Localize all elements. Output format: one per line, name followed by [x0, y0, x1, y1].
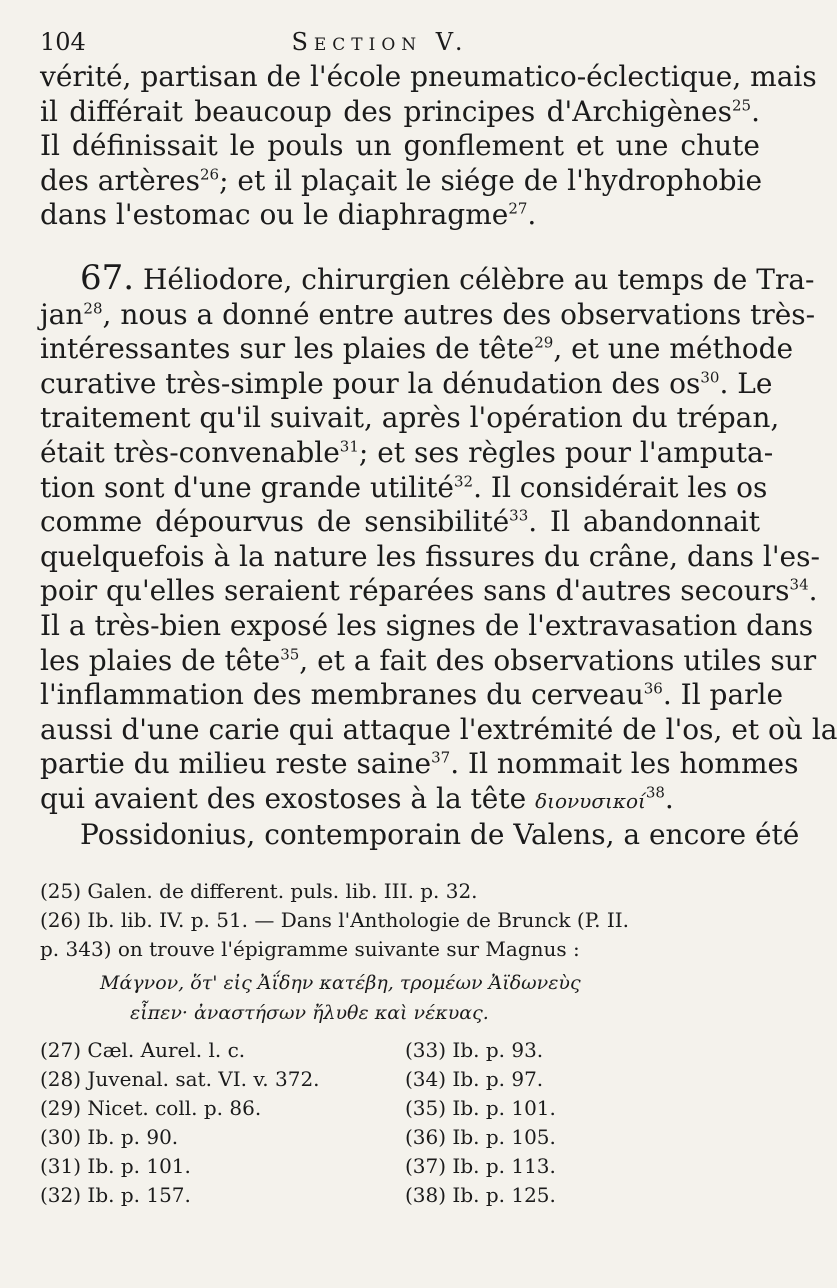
line-text-after-marker: ; et il plaçait le siége de l'hydrophobie: [219, 163, 763, 197]
paragraph-67: [40, 257, 837, 819]
line-text: l'inflammation des membranes du cerveau: [40, 678, 644, 712]
reference-entry: (31) Ib. p. 101.: [40, 1154, 191, 1179]
line-text-after-marker: .: [527, 198, 537, 232]
paragraph-line: [40, 712, 837, 748]
line-text: Héliodore, chirurgien célèbre au temps de Tra-: [142, 262, 815, 296]
paragraph-line: [40, 678, 784, 713]
line-text-after-marker: . Il considérait les os: [473, 470, 768, 504]
paragraph-line: [40, 435, 774, 471]
line-text-after-marker: , et une méthode: [553, 332, 794, 366]
paragraph-line: [40, 297, 816, 333]
footnote-26-line-1: (26) Ib. lib. IV. p. 51. — Dans l'Anthologie de Brunck (P. II.: [40, 908, 629, 933]
page-header: [40, 28, 760, 56]
next-paragraph-line: Possidonius, contemporain de Valens, a encore été: [80, 818, 800, 852]
line-text: intéressantes sur les plaies de tête: [40, 332, 535, 366]
references-right-column: [405, 1036, 760, 1210]
body-line: [40, 198, 760, 233]
paragraph-line: [40, 782, 760, 819]
line-text-after-marker: ; et ses règles pour l'amputa-: [358, 435, 774, 469]
line-text-after-marker: .: [664, 781, 674, 815]
line-text: partie du milieu reste saine: [40, 747, 432, 781]
references-left-column: [40, 1036, 395, 1210]
line-text: aussi d'une carie qui attaque l'extrémité de l'os, et où la: [40, 712, 837, 746]
reference-entry: (38) Ib. p. 125.: [405, 1183, 556, 1208]
page-number: 104: [40, 28, 86, 56]
line-text: qui avaient des exostoses à la tête: [40, 781, 527, 815]
book-page: [40, 28, 837, 1210]
line-text: vérité, partisan de l'école pneumatico-éclectique, mais: [40, 60, 817, 93]
paragraph-line: [40, 401, 780, 436]
line-text-after-marker: , nous a donné entre autres des observations très-: [102, 297, 816, 331]
running-head: Section V.: [291, 28, 469, 56]
greek-epigram-line-2: εἶπεν· ἀναστήσων ἤλυθε καὶ νέκυας.: [130, 1002, 489, 1025]
footnotes: [40, 877, 760, 1210]
footnote-marker: 32: [453, 472, 474, 491]
reference-entry: (29) Nicet. coll. p. 86.: [40, 1096, 262, 1121]
body-line: [40, 129, 760, 164]
line-text: poir qu'elles seraient réparées sans d'autres secours: [40, 574, 790, 608]
reference-entry: (36) Ib. p. 105.: [405, 1125, 556, 1150]
paragraph-line: [40, 257, 815, 298]
line-text: les plaies de tête: [40, 643, 281, 677]
line-text: comme dépourvus de sensibilité: [40, 505, 510, 539]
reference-entry: (35) Ib. p. 101.: [405, 1096, 556, 1121]
line-text: Il a très-bien exposé les signes de l'extravasation dans: [40, 608, 814, 642]
line-text: jan: [40, 297, 84, 331]
line-text: était très-convenable: [40, 435, 340, 469]
line-text: dans l'estomac ou le diaphragme: [40, 198, 509, 232]
footnote-marker: 36: [643, 679, 663, 698]
footnote-marker: 33: [509, 506, 529, 525]
paragraph-line: [40, 608, 814, 644]
greek-epigram-line-1: Μάγνον, ὅτ' εἰς Ἀΐδην κατέβη, τρομέων Ἀϊδωνεὺς: [100, 972, 581, 995]
body-line: [40, 163, 763, 199]
footnote-marker: 25: [732, 96, 752, 115]
line-text: tion sont d'une grande utilité: [40, 470, 454, 504]
footnote-marker: 29: [534, 333, 554, 352]
body-line: [40, 60, 817, 95]
body-text: [40, 60, 817, 233]
line-text: Il définissait le pouls un gonflement et une chute: [40, 129, 760, 163]
footnote-marker: 31: [339, 437, 359, 456]
line-text-after-marker: . Il parle: [662, 678, 784, 712]
line-text-after-marker: .: [751, 94, 760, 128]
paragraph-line: [40, 505, 760, 540]
paragraph-line: [40, 332, 794, 367]
reference-entry: (33) Ib. p. 93.: [405, 1038, 544, 1063]
line-text: curative très-simple pour la dénudation des os: [40, 366, 701, 400]
greek-word: διονυσικοί: [535, 788, 646, 813]
reference-columns: [40, 1036, 760, 1210]
body-line: [40, 95, 760, 130]
reference-entry: (28) Juvenal. sat. VI. v. 372.: [40, 1067, 320, 1092]
line-text-after-marker: . Il abandonnait: [528, 505, 761, 539]
footnote-marker: 28: [83, 299, 103, 318]
footnote-marker: 27: [508, 200, 528, 219]
line-text: il différait beaucoup des principes d'Archigènes: [40, 94, 732, 128]
reference-entry: (34) Ib. p. 97.: [405, 1067, 544, 1092]
footnote-marker: 34: [789, 575, 809, 594]
paragraph-line: [40, 643, 817, 679]
greek-epigram: [100, 968, 760, 1028]
reference-entry: (37) Ib. p. 113.: [405, 1154, 556, 1179]
footnote-marker: 26: [200, 165, 220, 184]
paragraph-line: [40, 574, 818, 609]
footnote-marker: 30: [700, 368, 720, 387]
paragraph-line: [40, 470, 768, 506]
line-text-after-marker: .: [808, 574, 818, 608]
reference-entry: (27) Cæl. Aurel. l. c.: [40, 1038, 246, 1063]
reference-entry: (32) Ib. p. 157.: [40, 1183, 191, 1208]
paragraph-line: [40, 539, 820, 575]
line-text-after-marker: . Le: [719, 366, 773, 400]
line-text-after-marker: , et a fait des observations utiles sur: [299, 643, 817, 677]
paragraph-line: [40, 366, 773, 402]
footnote-26-line-2: p. 343) on trouve l'épigramme suivante sur Magnus :: [40, 937, 580, 962]
reference-entry: (30) Ib. p. 90.: [40, 1125, 179, 1150]
line-text: traitement qu'il suivait, après l'opération du trépan,: [40, 401, 780, 435]
footnote-25: (25) Galen. de different. puls. lib. III. p. 32.: [40, 879, 478, 904]
line-text: des artères: [40, 163, 200, 197]
paragraph-number: 67.: [80, 257, 135, 298]
line-text-after-marker: . Il nommait les hommes: [450, 747, 799, 781]
footnote-marker: 35: [280, 645, 300, 664]
line-text: quelquefois à la nature les fissures du crâne, dans l'es-: [40, 539, 820, 573]
paragraph-line: [40, 747, 799, 782]
footnote-marker: 37: [431, 748, 451, 767]
footnote-marker: 38: [645, 783, 665, 802]
